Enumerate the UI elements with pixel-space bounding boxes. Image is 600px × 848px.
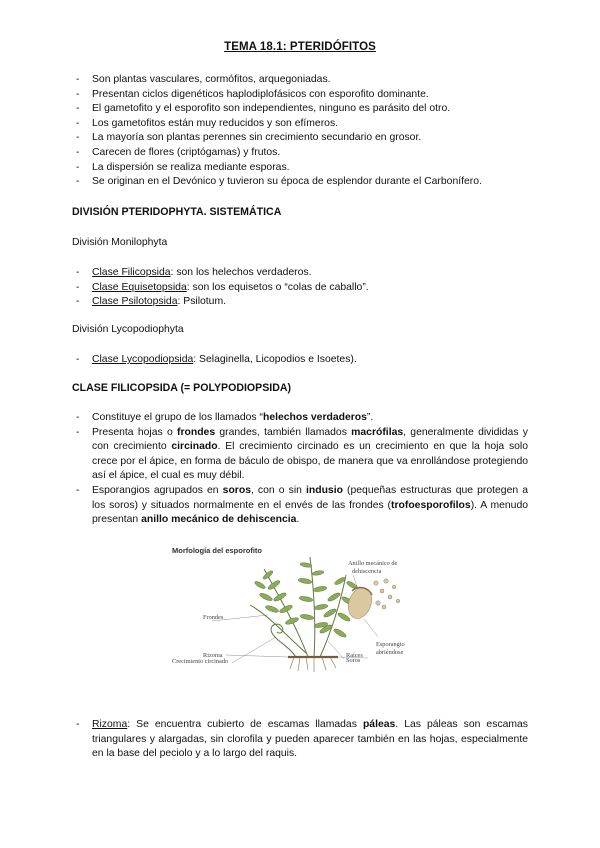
section-heading-sistematica: DIVISIÓN PTERIDOPHYTA. SISTEMÁTICA — [72, 206, 282, 218]
list-item — [72, 484, 528, 528]
list-item — [72, 281, 528, 296]
text: grandes, también llamados — [215, 426, 352, 438]
label-rizoma: Rizoma — [203, 652, 223, 659]
text: . Las páleas son escamas triangulares y alargadas, sin clorofila y pueden aparecer también en las hojas, especialmente en la base del peciolo y a lo largo del raquis. — [92, 719, 528, 760]
class-desc: : Selaginella, Licopodios e Isoetes). — [193, 354, 357, 365]
fern-fronds — [250, 557, 346, 657]
text: . — [296, 514, 300, 526]
fern-roots — [288, 657, 338, 672]
intro-list — [72, 73, 528, 190]
text: ”. — [366, 412, 374, 423]
bold-term: helechos verdaderos — [262, 412, 367, 423]
section-heading-filicopsida: CLASE FILICOPSIDA (= POLYPODIOPSIDA) — [72, 382, 292, 394]
figure-caption: Morfología del esporofito — [172, 546, 262, 555]
list-item: - El gametofito y el esporofito son independientes, ninguno es parásito del otro. — [72, 102, 528, 117]
text: Presenta hojas o — [92, 426, 177, 438]
bold-term: circinado — [171, 441, 218, 453]
list-item — [72, 353, 528, 368]
bold-term: frondes — [177, 426, 216, 438]
list-item: - Carecen de flores (criptógamas) y frutos. — [72, 146, 528, 161]
text: . El crecimiento circinado es un crecimiento en que la hoja solo crece por el ápice, en forma de báculo de obispo, de manera que va enrollándose protegiendo así el ápice, el cual es muy débil. — [92, 441, 529, 482]
list-item — [72, 266, 528, 281]
list-item — [72, 411, 528, 426]
monilophyta-list — [72, 266, 528, 310]
list-item: - Se originan en el Devónico y tuvieron su época de esplendor durante el Carbonífero. — [72, 175, 528, 190]
bold-term: páleas — [362, 719, 396, 730]
text: (pequeñas estructuras que protegen a los soros) y situados normalmente en el envés de las frondes ( — [92, 484, 528, 511]
label-raices: Raíces — [346, 652, 363, 659]
list-item — [72, 718, 528, 762]
class-desc: : son los equisetos o “colas de caballo”. — [186, 281, 369, 293]
label-circinado: Crecimiento circinado — [172, 658, 229, 665]
division-lycopodiophyta-title: División Lycopodiophyta — [72, 324, 184, 335]
label-esporangio-2: abriéndose — [376, 649, 404, 656]
list-item — [72, 295, 528, 310]
page-title: TEMA 18.1: PTERIDÓFITOS — [224, 41, 376, 53]
list-item: - La dispersión se realiza mediante esporas. — [72, 161, 528, 176]
list-item: - La mayoría son plantas perennes sin crecimiento secundario en grosor. — [72, 131, 528, 146]
bold-term: macrófilas — [351, 426, 404, 438]
bold-term: trofoesporofilos — [391, 499, 471, 511]
label-frondes: Frondes — [203, 614, 224, 621]
rizoma-list — [72, 718, 528, 762]
bold-term: soros — [222, 484, 251, 496]
class-name: Clase Filicopsida — [92, 267, 171, 278]
bold-term: indusio — [306, 484, 343, 496]
text: Constituye el grupo de los llamados “ — [92, 412, 263, 423]
term-rizoma: Rizoma — [92, 719, 128, 730]
class-name: Clase Equisetopsida — [92, 281, 187, 293]
lycopodiophyta-list — [72, 353, 528, 368]
class-desc: : Psilotum. — [177, 296, 226, 308]
text: Esporangios agrupados en — [92, 484, 223, 496]
text: , con o sin — [250, 484, 306, 496]
division-monilophyta-title: División Monilophyta — [72, 237, 168, 248]
list-item: - Son plantas vasculares, cormófitos, arquegoniadas. — [72, 73, 528, 88]
list-item — [72, 426, 528, 484]
label-esporangio: Esporangio — [376, 641, 405, 648]
label-anillo-2: dehiscencia — [352, 568, 382, 575]
class-name: Clase Psilotopsida — [92, 296, 178, 308]
text: : Se encuentra cubierto de escamas llamadas — [127, 719, 363, 730]
class-desc: : son los helechos verdaderos. — [170, 267, 312, 278]
list-item: - Presentan ciclos digenéticos haplodiplofásicos con esporofito dominante. — [72, 88, 528, 103]
text: , generalmente divididas y con crecimiento — [92, 426, 528, 453]
bold-term: anillo mecánico de dehiscencia — [141, 514, 297, 526]
fern-leaflets — [254, 562, 359, 639]
label-anillo: Anillo mecánico de — [348, 560, 398, 567]
text: ). A menudo presentan — [92, 499, 529, 526]
class-name: Clase Lycopodiopsida — [92, 354, 194, 365]
label-soros: Soros — [346, 657, 361, 664]
list-item: - Los gametofitos están muy reducidos y son efímeros. — [72, 117, 528, 132]
filicopsida-list — [72, 411, 528, 528]
